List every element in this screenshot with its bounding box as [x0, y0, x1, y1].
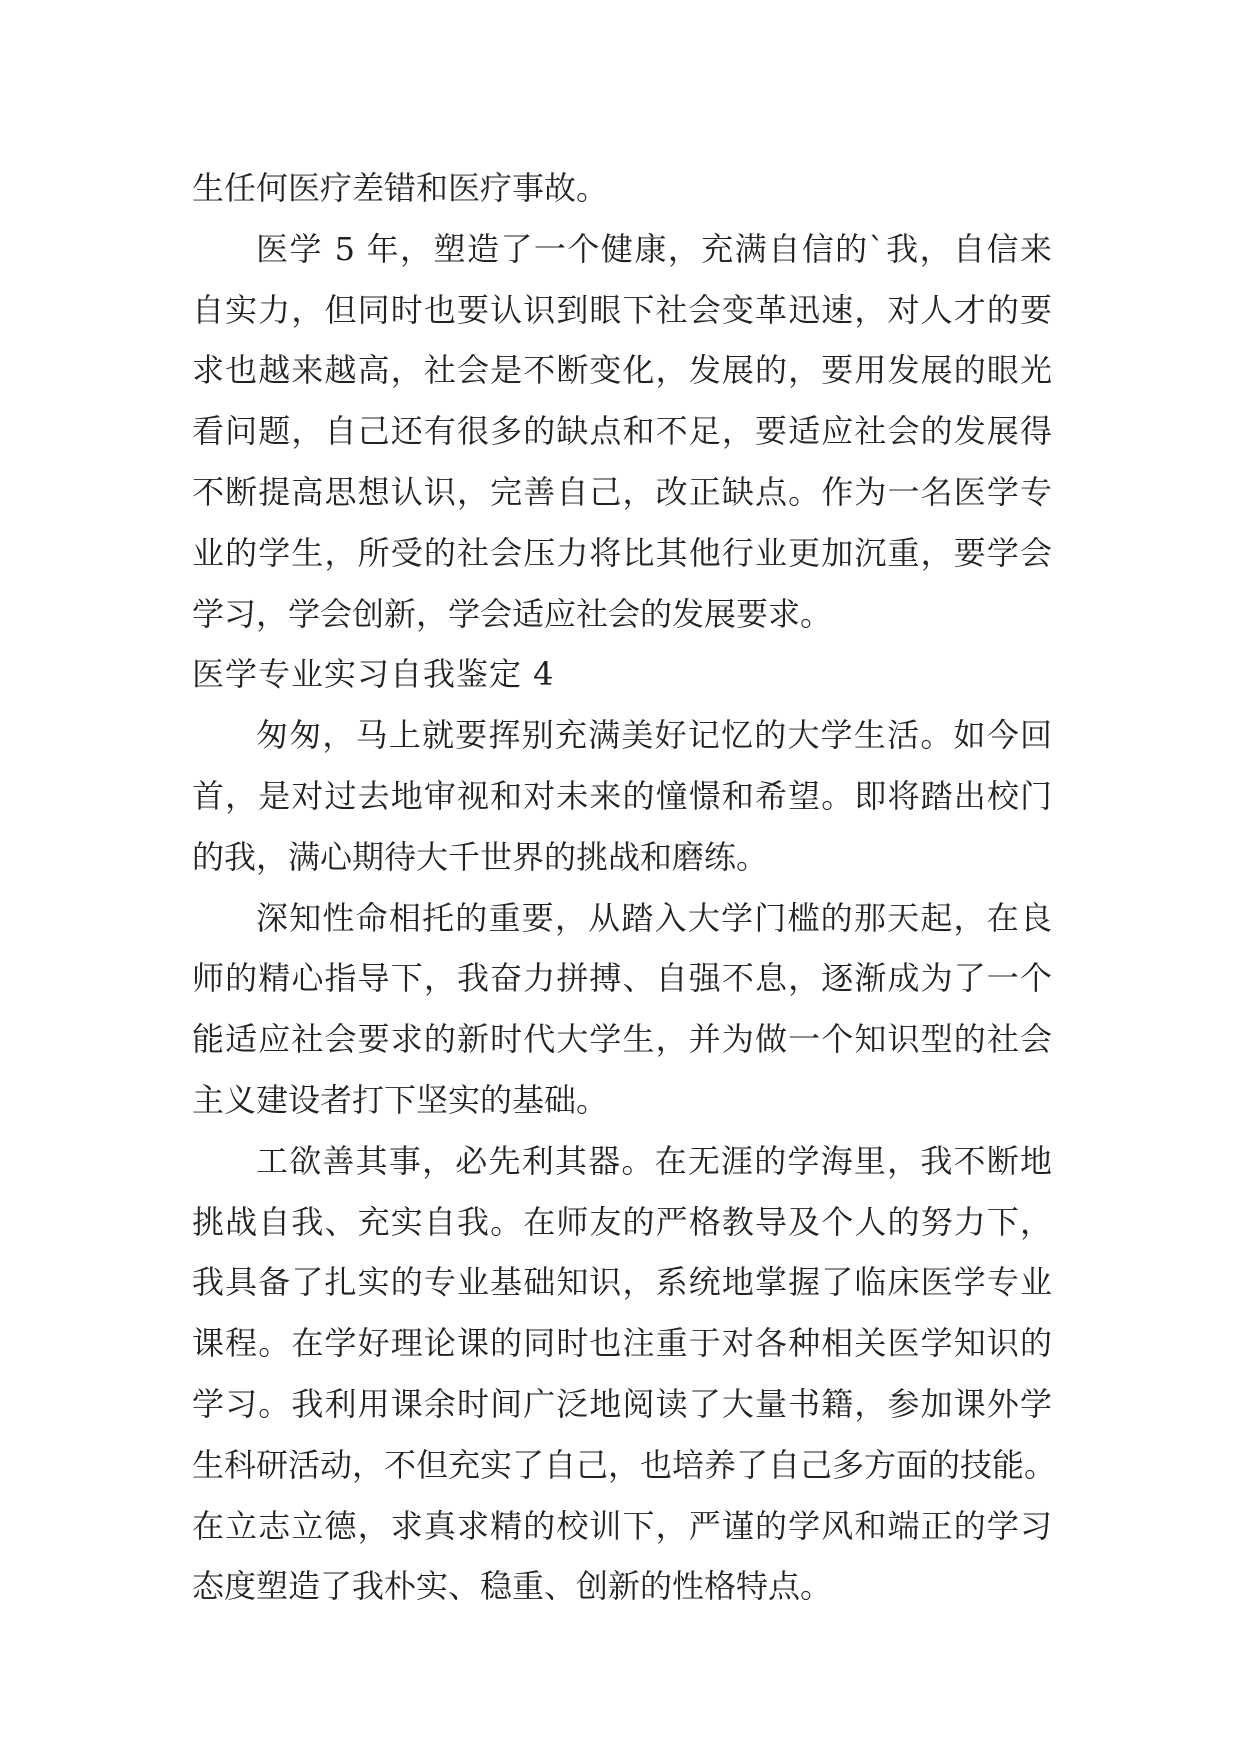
paragraph-line: 主义建设者打下坚实的基础。 — [192, 1080, 609, 1119]
paragraph-line: 在立志立德，求真求精的校训下，严谨的学风和端正的学习 — [192, 1506, 1052, 1545]
paragraph-line: 的我，满心期待大千世界的挑战和磨练。 — [192, 837, 769, 876]
paragraph — [192, 158, 1052, 219]
document-body — [192, 158, 1057, 1617]
paragraph-line: 医学 5 年，塑造了一个健康，充满自信的`我，自信来 — [256, 229, 1052, 268]
paragraph — [192, 705, 1052, 887]
paragraph-line: 不断提高思想认识，完善自己，改正缺点。作为一名医学专 — [192, 472, 1052, 511]
paragraph-line: 态度塑造了我朴实、稳重、创新的性格特点。 — [192, 1567, 833, 1606]
paragraph-line: 生科研活动，不但充实了自己，也培养了自己多方面的技能。 — [192, 1445, 1057, 1484]
paragraph-line: 学习，学会创新，学会适应社会的发展要求。 — [192, 594, 833, 633]
paragraph-line: 自实力，但同时也要认识到眼下社会变革迅速，对人才的要 — [192, 290, 1052, 329]
paragraph-line: 首，是对过去地审视和对未来的憧憬和希望。即将踏出校门 — [192, 776, 1052, 815]
paragraph-line: 求也越来越高，社会是不断变化，发展的，要用发展的眼光 — [192, 351, 1052, 390]
heading-text: 医学专业实习自我鉴定 4 — [192, 655, 555, 694]
paragraph-line: 我具备了扎实的专业基础知识，系统地掌握了临床医学专业 — [192, 1263, 1052, 1302]
paragraph — [192, 219, 1052, 645]
paragraph-line: 学习。我利用课余时间广泛地阅读了大量书籍，参加课外学 — [192, 1384, 1052, 1423]
paragraph — [192, 1131, 1057, 1617]
paragraph-line: 深知性命相托的重要，从踏入大学门槛的那天起，在良 — [256, 898, 1052, 937]
paragraph-line: 看问题，自己还有很多的缺点和不足，要适应社会的发展得 — [192, 412, 1052, 451]
paragraph-line: 课程。在学好理论课的同时也注重于对各种相关医学知识的 — [192, 1324, 1052, 1363]
paragraph-line: 工欲善其事，必先利其器。在无涯的学海里，我不断地 — [256, 1141, 1052, 1180]
paragraph-line: 匆匆，马上就要挥别充满美好记忆的大学生活。如今回 — [256, 716, 1052, 755]
paragraph-line: 业的学生，所受的社会压力将比其他行业更加沉重，要学会 — [192, 533, 1052, 572]
paragraph-line: 挑战自我、充实自我。在师友的严格教导及个人的努力下， — [192, 1202, 1052, 1241]
paragraph-line: 师的精心指导下，我奋力拼搏、自强不息，逐渐成为了一个 — [192, 959, 1052, 998]
paragraph — [192, 888, 1052, 1131]
paragraph-line: 能适应社会要求的新时代大学生，并为做一个知识型的社会 — [192, 1020, 1052, 1059]
section-heading — [192, 644, 1052, 705]
paragraph-line: 生任何医疗差错和医疗事故。 — [192, 169, 609, 207]
